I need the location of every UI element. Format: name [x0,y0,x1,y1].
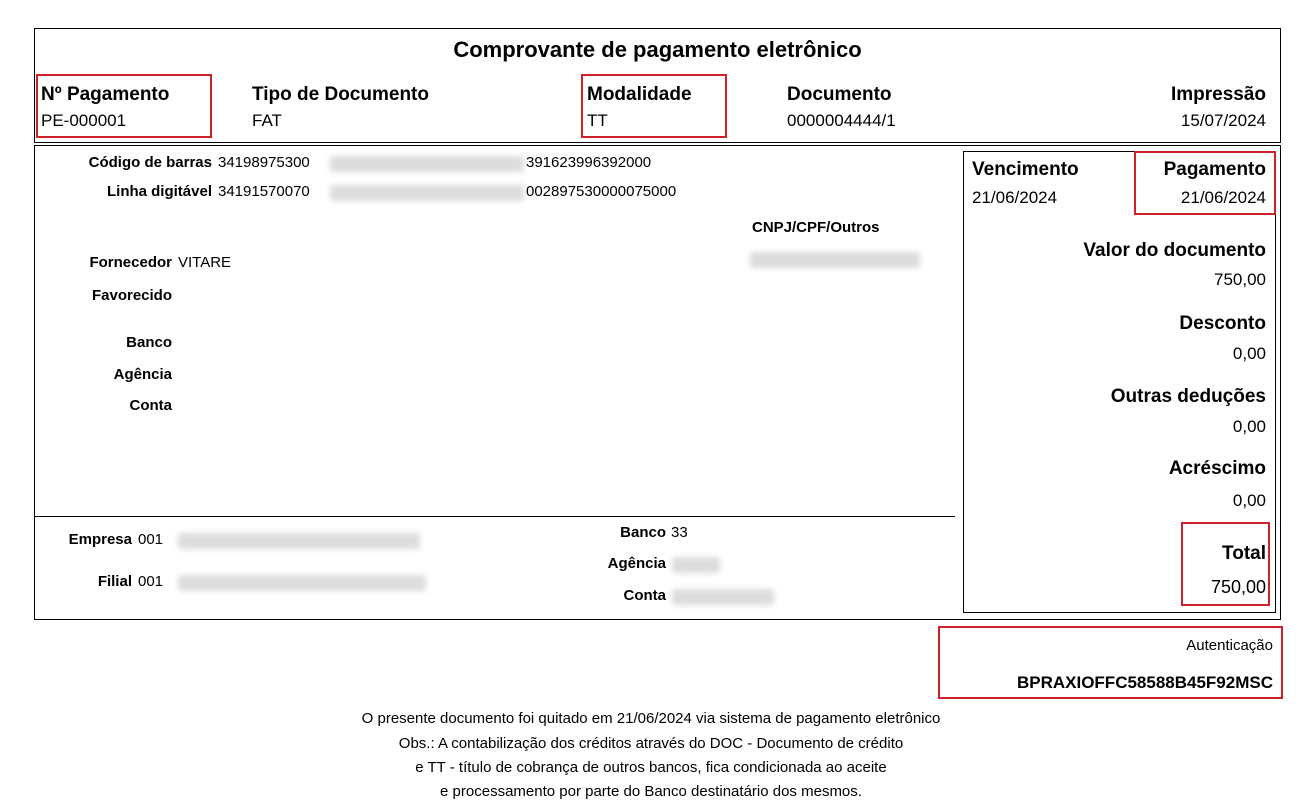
total-label: Total [1222,543,1266,564]
due-date-label: Vencimento [972,159,1079,180]
print-date-value: 15/07/2024 [1180,111,1266,130]
barcode-value-end: 391623996392000 [526,154,652,171]
company-name-redacted [178,533,420,549]
authentication-label: Autenticação [1186,637,1273,654]
company-account-label: Conta [623,587,666,604]
modality-highlight [581,74,727,138]
document-amount-value: 750,00 [1214,270,1266,289]
surcharge-label: Acréscimo [1168,458,1266,479]
digitable-line-label: Linha digitável [106,183,212,200]
authentication-highlight [938,626,1283,699]
other-deductions-label: Outras deduções [1110,386,1266,407]
company-account-redacted [672,589,774,605]
surcharge-value: 0,00 [1232,491,1266,510]
document-type-label: Tipo de Documento [252,84,429,105]
payment-number-label: Nº Pagamento [41,84,170,105]
payment-date-label: Pagamento [1163,159,1266,180]
account-label: Conta [129,397,172,414]
document-amount-label: Valor do documento [1083,240,1266,261]
agency-label: Agência [113,366,172,383]
other-deductions-value: 0,00 [1232,417,1266,436]
digitable-line-end: 002897530000075000 [526,183,677,200]
page-title: Comprovante de pagamento eletrônico [453,37,862,62]
discount-value: 0,00 [1232,344,1266,363]
company-agency-redacted [672,557,720,573]
supplier-label: Fornecedor [89,254,172,271]
company-agency-label: Agência [607,555,666,572]
discount-label: Desconto [1179,313,1266,334]
branch-code: 001 [138,573,164,590]
cnpj-redacted [750,252,920,268]
cnpj-label: CNPJ/CPF/Outros [752,219,880,236]
footer-line-4: e processamento por parte do Banco destinatário dos mesmos. [440,783,862,800]
branch-label: Filial [97,573,132,590]
payment-date-value: 21/06/2024 [1180,188,1266,207]
company-bank-label: Banco [620,524,666,541]
company-bank-value: 33 [671,524,688,541]
payment-date-highlight [1134,151,1276,215]
due-date-value: 21/06/2024 [972,188,1058,207]
barcode-label: Código de barras [88,154,212,171]
digitable-line-start: 34191570070 [218,183,310,200]
footer-line-2: Obs.: A contabilização dos créditos através do DOC - Documento de crédito [398,735,904,752]
print-date-label: Impressão [1170,84,1266,105]
modality-label: Modalidade [587,84,692,105]
modality-value: TT [587,111,608,130]
barcode-value-start: 34198975300 [218,154,310,171]
barcode-redacted [330,156,524,172]
company-label: Empresa [68,531,132,548]
branch-name-redacted [178,575,426,591]
company-code: 001 [138,531,164,548]
document-type-value: FAT [252,111,282,130]
document-value: 0000004444/1 [787,111,896,130]
total-value: 750,00 [1210,577,1266,597]
footer-line-3: e TT - título de cobrança de outros bancos, fica condicionada ao aceite [415,759,887,776]
details-divider [34,516,955,517]
supplier-value: VITARE [178,254,232,271]
footer-line-1: O presente documento foi quitado em 21/06/2024 via sistema de pagamento eletrônico [361,710,941,727]
payment-number-value: PE-000001 [41,111,127,130]
payee-label: Favorecido [91,287,172,304]
digitable-line-redacted [330,185,524,201]
total-highlight [1181,522,1270,606]
authentication-code: BPRAXIOFFC58588B45F92MSC [1016,673,1273,692]
document-label: Documento [787,84,892,105]
bank-label: Banco [126,334,172,351]
payment-number-highlight [36,74,212,138]
